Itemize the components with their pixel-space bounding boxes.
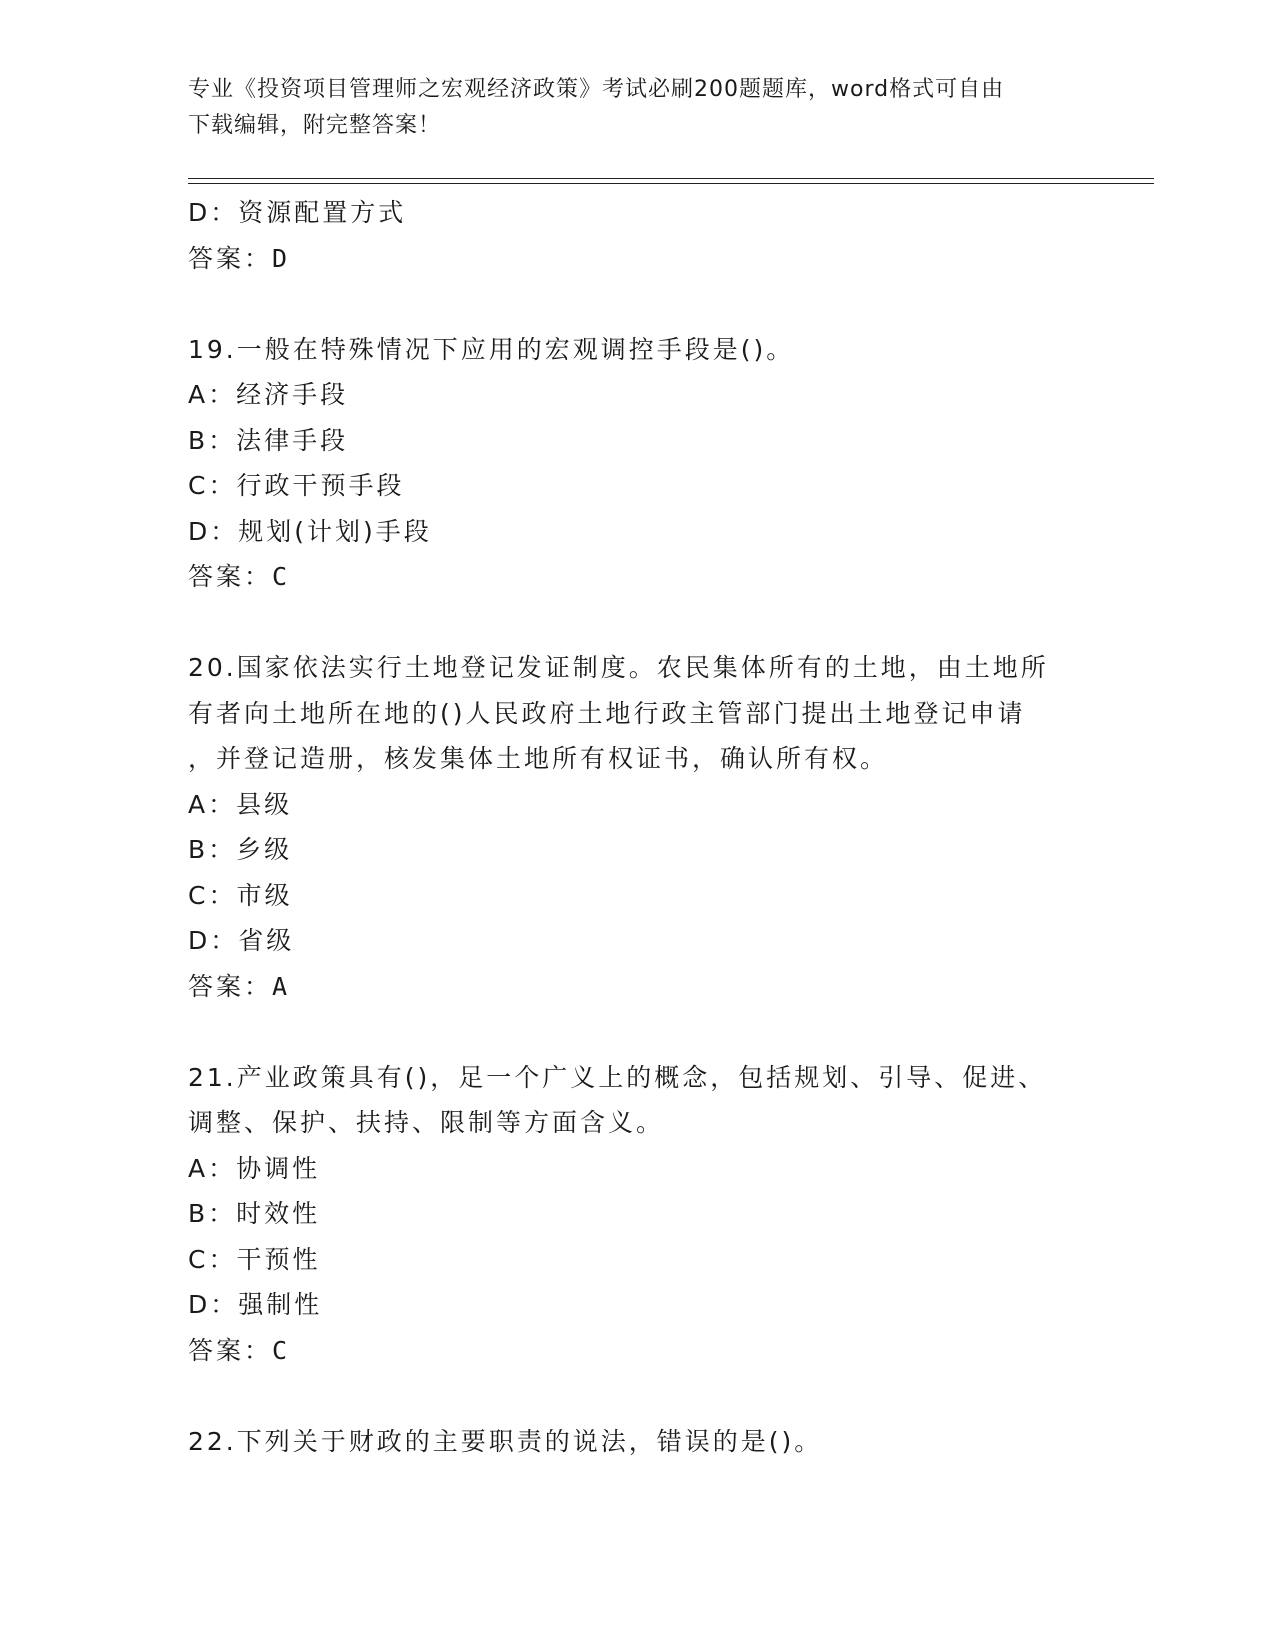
option-c: C：市级 (188, 880, 293, 910)
option-b: B：乡级 (188, 835, 293, 864)
option-a: A：协调性 (188, 1153, 321, 1183)
spacer (188, 281, 1088, 327)
option-d: D：省级 (188, 926, 295, 955)
question-stem-20-line-3: ，并登记造册，核发集体土地所有权证书，确认所有权。 (188, 744, 889, 773)
option-a: A：县级 (188, 789, 293, 819)
spacer (188, 1373, 1088, 1419)
answer-value: D (272, 243, 291, 273)
question-stem-22: 22.下列关于财政的主要职责的说法，错误的是()。 (188, 1426, 823, 1456)
header-divider-top (188, 178, 1154, 179)
option-c: C：行政干预手段 (188, 471, 405, 500)
answer-value: C (272, 562, 291, 591)
header-line-1: 专业《投资项目管理师之宏观经济政策》考试必刷200题题库，word格式可自由 (188, 77, 1005, 102)
answer-line (188, 964, 1088, 1010)
spacer (188, 600, 1088, 646)
option-c: C：干预性 (188, 1244, 321, 1274)
option-b: B：时效性 (188, 1199, 321, 1228)
question-stem-21-line-2: 调整、保护、扶持、限制等方面含义。 (188, 1108, 665, 1137)
option-d: D：规划(计划)手段 (188, 516, 432, 546)
option-a: A：经济手段 (188, 380, 349, 409)
header-divider-bottom (188, 183, 1154, 184)
question-stem-20-line-1: 20.国家依法实行土地登记发证制度。农民集体所有的土地，由土地所 (188, 653, 1049, 682)
answer-label: 答案： (188, 562, 273, 591)
answer-line (188, 1328, 1088, 1374)
answer-value: A (272, 971, 291, 1001)
question-stem-20-line-2: 有者向土地所在地的()人民政府土地行政主管部门提出土地登记申请 (188, 698, 1026, 728)
question-list (188, 190, 1088, 1464)
header-line-2: 下载编辑，附完整答案！ (188, 113, 442, 138)
option-d: D：资源配置方式 (188, 198, 407, 227)
answer-label: 答案： (188, 243, 273, 273)
spacer (188, 1009, 1088, 1055)
answer-value: C (272, 1335, 291, 1365)
document-header (188, 72, 1088, 144)
question-stem-19: 19.一般在特殊情况下应用的宏观调控手段是()。 (188, 334, 795, 364)
option-d: D：强制性 (188, 1290, 323, 1319)
option-b: B：法律手段 (188, 425, 349, 455)
answer-line (188, 554, 1088, 600)
question-stem-21-line-1: 21.产业政策具有()，足一个广义上的概念，包括规划、引导、促进、 (188, 1062, 1047, 1092)
answer-label: 答案： (188, 971, 273, 1001)
answer-line (188, 236, 1088, 282)
answer-label: 答案： (188, 1335, 273, 1365)
